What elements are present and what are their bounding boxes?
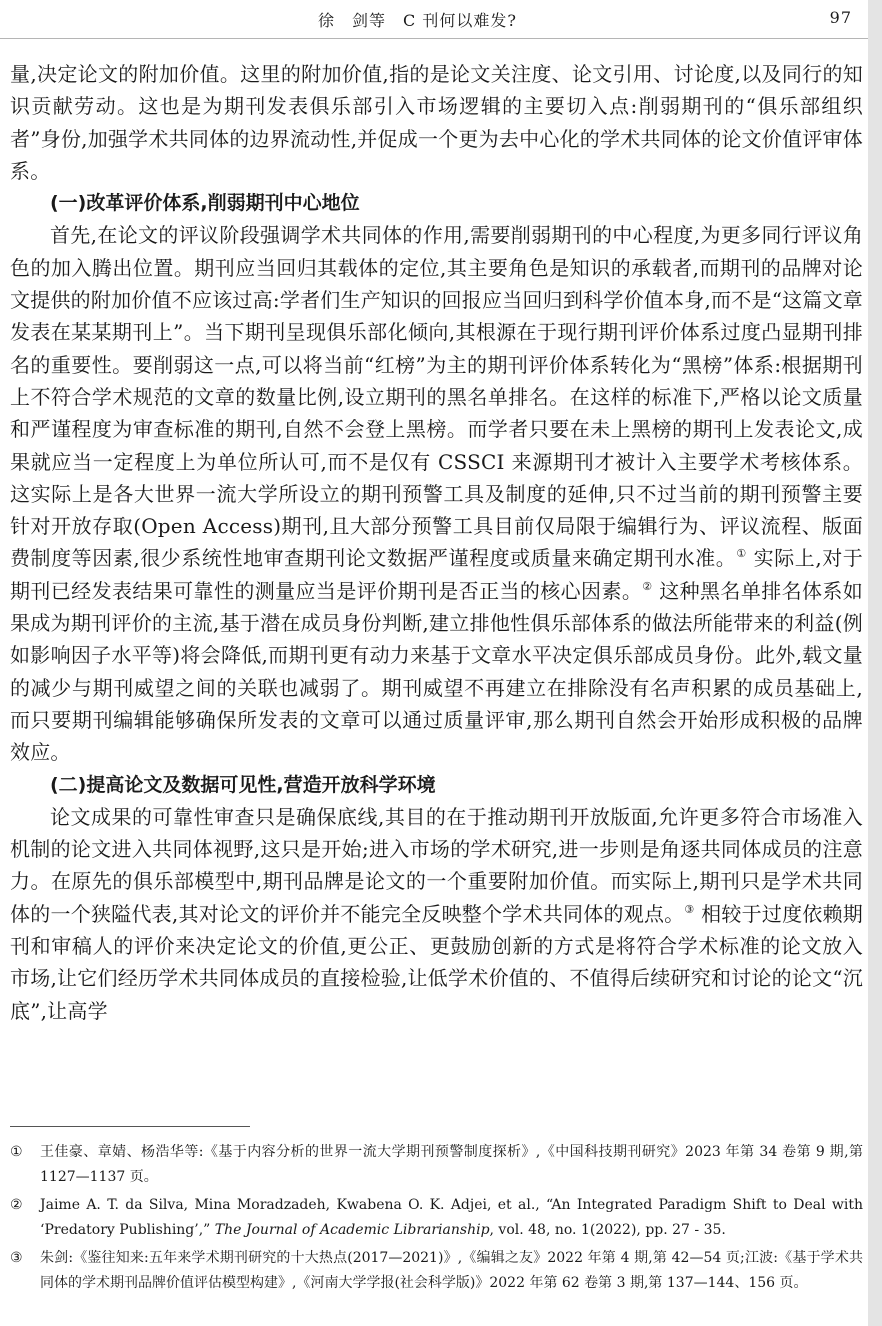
footnote-journal-title: The Journal of Academic Librarianship (214, 1221, 490, 1238)
footnote-text: Jaime A. T. da Silva, Mina Moradzadeh, Kwabena O. K. Adjei, et al., “An Integrated Paradigm Shift to Deal with ‘Predatory Publishing’,” (40, 1197, 863, 1238)
footnote-mark: ② (10, 1197, 23, 1213)
footnote-ref-1[interactable]: ① (736, 547, 747, 561)
footnote-text: 朱剑:《鉴往知来:五年来学术期刊研究的十大热点(2017—2021)》,《编辑之友》2022 年第 4 期,第 42—54 页;江波:《基于学术共同体的学术期刊品牌价值评估模型构建》,《河南大学学报(社会科学版)》2022 年第 62 卷第 3 期,第 137—144、156 页。 (40, 1250, 863, 1291)
paragraph-text: 相较于过度依赖期刊和审稿人的评价来决定论文的价值,更公正、更鼓励创新的方式是将符合学术标准的论文放入市场,让它们经历学术共同体成员的直接检验,让低学术价值的、不值得后续研究和讨论的论文“沉底”,让高学 (10, 901, 863, 1023)
page-number: 97 (829, 8, 852, 27)
footnote-text: 王佳豪、章婧、杨浩华等:《基于内容分析的世界一流大学期刊预警制度探析》,《中国科技期刊研究》2023 年第 34 卷第 9 期,第 1127—1137 页。 (40, 1144, 863, 1185)
footnote-1 (10, 1140, 863, 1189)
footnotes (10, 1140, 863, 1299)
footnote-divider (10, 1126, 250, 1127)
running-header (0, 4, 882, 30)
paragraph-open-science (10, 801, 863, 1027)
paragraph-text: 实际上,对于期刊已经发表结果可靠性的测量应当是评价期刊是否正当的核心因素。 (10, 546, 863, 603)
footnote-text: , vol. 48, no. 1(2022), pp. 27 - 35. (489, 1221, 726, 1238)
paragraph-text: 这种黑名单排名体系如果成为期刊评价的主流,基于潜在成员身份判断,建立排他性俱乐部体系的做法所能带来的利益(例如影响因子水平等)将会降低,而期刊更有动力来基于文章水平决定俱乐部成员身份。此外,载文量的减少与期刊威望之间的关联也减弱了。期刊威望不再建立在排除没有名声积累的成员基础上,而只要期刊编辑能够确保所发表的文章可以通过质量评审,那么期刊自然会开始形成积极的品牌效应。 (10, 578, 864, 765)
paragraph-reform-evaluation (10, 219, 863, 768)
article-body (10, 58, 863, 1027)
paragraph-text: 论文成果的可靠性审查只是确保底线,其目的在于推动期刊开放版面,允许更多符合市场准入机制的论文进入共同体视野,这只是开始;进入市场的学术研究,进一步则是角逐共同体成员的注意力。在原先的俱乐部模型中,期刊品牌是论文的一个重要附加价值。而实际上,期刊只是学术共同体的一个狭隘代表,其对论文的评价并不能完全反映整个学术共同体的观点。 (10, 804, 863, 926)
header-divider (0, 38, 882, 39)
section-heading-2: (二)提高论文及数据可见性,营造开放科学环境 (50, 773, 436, 796)
footnote-2 (10, 1193, 863, 1242)
section-heading-1: (一)改革评价体系,削弱期刊中心地位 (50, 192, 360, 215)
paragraph-intro: 量,决定论文的附加价值。这里的附加价值,指的是论文关注度、论文引用、讨论度,以及同行的知识贡献劳动。这也是为期刊发表俱乐部引入市场逻辑的主要切入点:削弱期刊的“俱乐部组织者”身份,加强学术共同体的边界流动性,并促成一个更为去中心化的学术共同体的论文价值评审体系。 (10, 62, 863, 183)
footnote-ref-3[interactable]: ③ (684, 902, 695, 916)
footnote-3 (10, 1246, 863, 1295)
footnote-ref-2[interactable]: ② (642, 579, 653, 593)
running-title: 徐 剑等 C 刊何以难发? (318, 11, 517, 30)
footnote-mark: ① (10, 1144, 23, 1160)
page-edge-strip (868, 0, 882, 1326)
paragraph-text: 首先,在论文的评议阶段强调学术共同体的作用,需要削弱期刊的中心程度,为更多同行评议角色的加入腾出位置。期刊应当回归其载体的定位,其主要角色是知识的承载者,而期刊的品牌对论文提供的附加价值不应该过高:学者们生产知识的回报应当回归到科学价值本身,而不是“这篇文章发表在某某期刊上”。当下期刊呈现俱乐部化倾向,其根源在于现行期刊评价体系过度凸显期刊排名的重要性。要削弱这一点,可以将当前“红榜”为主的期刊评价体系转化为“黑榜”体系:根据期刊上不符合学术规范的文章的数量比例,设立期刊的黑名单排名。在这样的标准下,严格以论文质量和严谨程度为审查标准的期刊,自然不会登上黑榜。而学者只要在未上黑榜的期刊上发表论文,成果就应当一定程度上为单位所认可,而不是仅有 CSSCI 来源期刊才被计入主要学术考核体系。这实际上是各大世界一流大学所设立的期刊预警工具及制度的延伸,只不过当前的期刊预警主要针对开放存取(Open Access)期刊,且大部分预警工具目前仅局限于编辑行为、评议流程、版面费制度等因素,很少系统性地审查期刊论文数据严谨程度或质量来确定期刊水准。 (10, 223, 863, 571)
footnote-mark: ③ (10, 1250, 23, 1266)
